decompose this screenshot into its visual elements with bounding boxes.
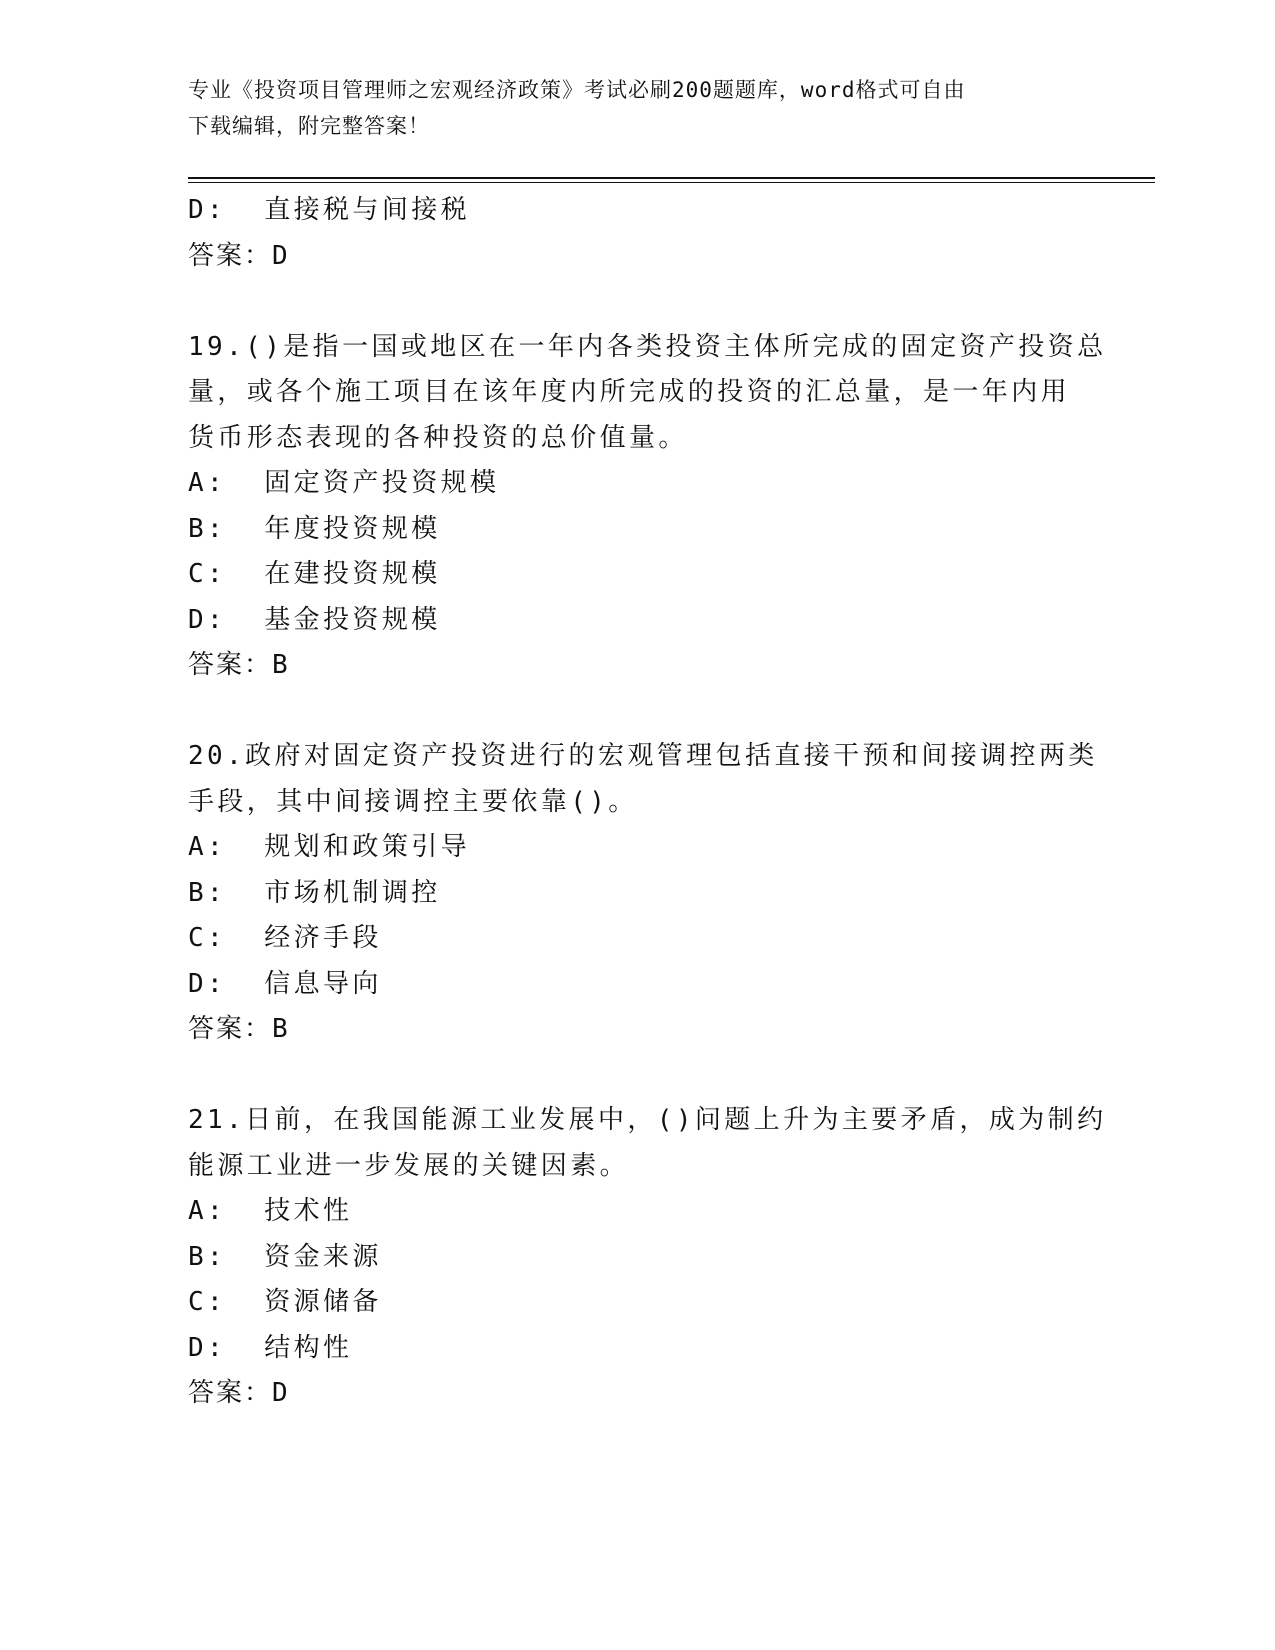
answer: 答案：D bbox=[188, 1378, 290, 1408]
question-stem-line: 手段，其中间接调控主要依靠()。 bbox=[188, 786, 638, 817]
question-stem-line: 21.日前，在我国能源工业发展中，()问题上升为主要矛盾，成为制约 bbox=[188, 1105, 1107, 1135]
option-d: D: 基金投资规模 bbox=[188, 604, 441, 635]
spacer bbox=[188, 279, 1078, 325]
option-a: A: 技术性 bbox=[188, 1196, 353, 1226]
option-b: B: 年度投资规模 bbox=[188, 513, 441, 544]
option-c: C: 资源储备 bbox=[188, 1287, 382, 1317]
option-b: B: 市场机制调控 bbox=[188, 877, 441, 908]
header-rule-thin bbox=[188, 182, 1155, 183]
option-a: A: 规划和政策引导 bbox=[188, 832, 471, 862]
question-stem-line: 量，或各个施工项目在该年度内所完成的投资的汇总量，是一年内用 bbox=[188, 377, 1071, 407]
question-stem-line: 19.()是指一国或地区在一年内各类投资主体所完成的固定资产投资总 bbox=[188, 331, 1107, 362]
option-d: D: 结构性 bbox=[188, 1332, 353, 1363]
header-line-2: 下载编辑，附完整答案！ bbox=[188, 114, 430, 138]
option-c: C: 经济手段 bbox=[188, 923, 382, 953]
option-b: B: 资金来源 bbox=[188, 1241, 382, 1272]
question-stem-line: 能源工业进一步发展的关键因素。 bbox=[188, 1150, 630, 1181]
question-21 bbox=[188, 1098, 1107, 1417]
header-rule-thick bbox=[188, 177, 1155, 179]
answer: 答案：B bbox=[188, 1014, 290, 1044]
question-20 bbox=[188, 734, 1098, 1053]
question-19 bbox=[188, 325, 1107, 689]
option-d: D: 信息导向 bbox=[188, 968, 382, 999]
prev-option-d: D: 直接税与间接税 bbox=[188, 195, 471, 225]
question-stem-line: 货币形态表现的各种投资的总价值量。 bbox=[188, 422, 688, 453]
document-body bbox=[188, 188, 1107, 1417]
spacer bbox=[188, 1053, 1078, 1099]
option-c: C: 在建投资规模 bbox=[188, 559, 441, 589]
option-a: A: 固定资产投资规模 bbox=[188, 468, 500, 498]
prev-answer: 答案：D bbox=[188, 240, 290, 271]
document-header bbox=[188, 72, 1078, 144]
answer: 答案：B bbox=[188, 650, 290, 680]
question-stem-line: 20.政府对固定资产投资进行的宏观管理包括直接干预和间接调控两类 bbox=[188, 741, 1098, 771]
spacer bbox=[188, 689, 1078, 735]
header-line-1: 专业《投资项目管理师之宏观经济政策》考试必刷200题题库，word格式可自由 bbox=[188, 78, 966, 102]
